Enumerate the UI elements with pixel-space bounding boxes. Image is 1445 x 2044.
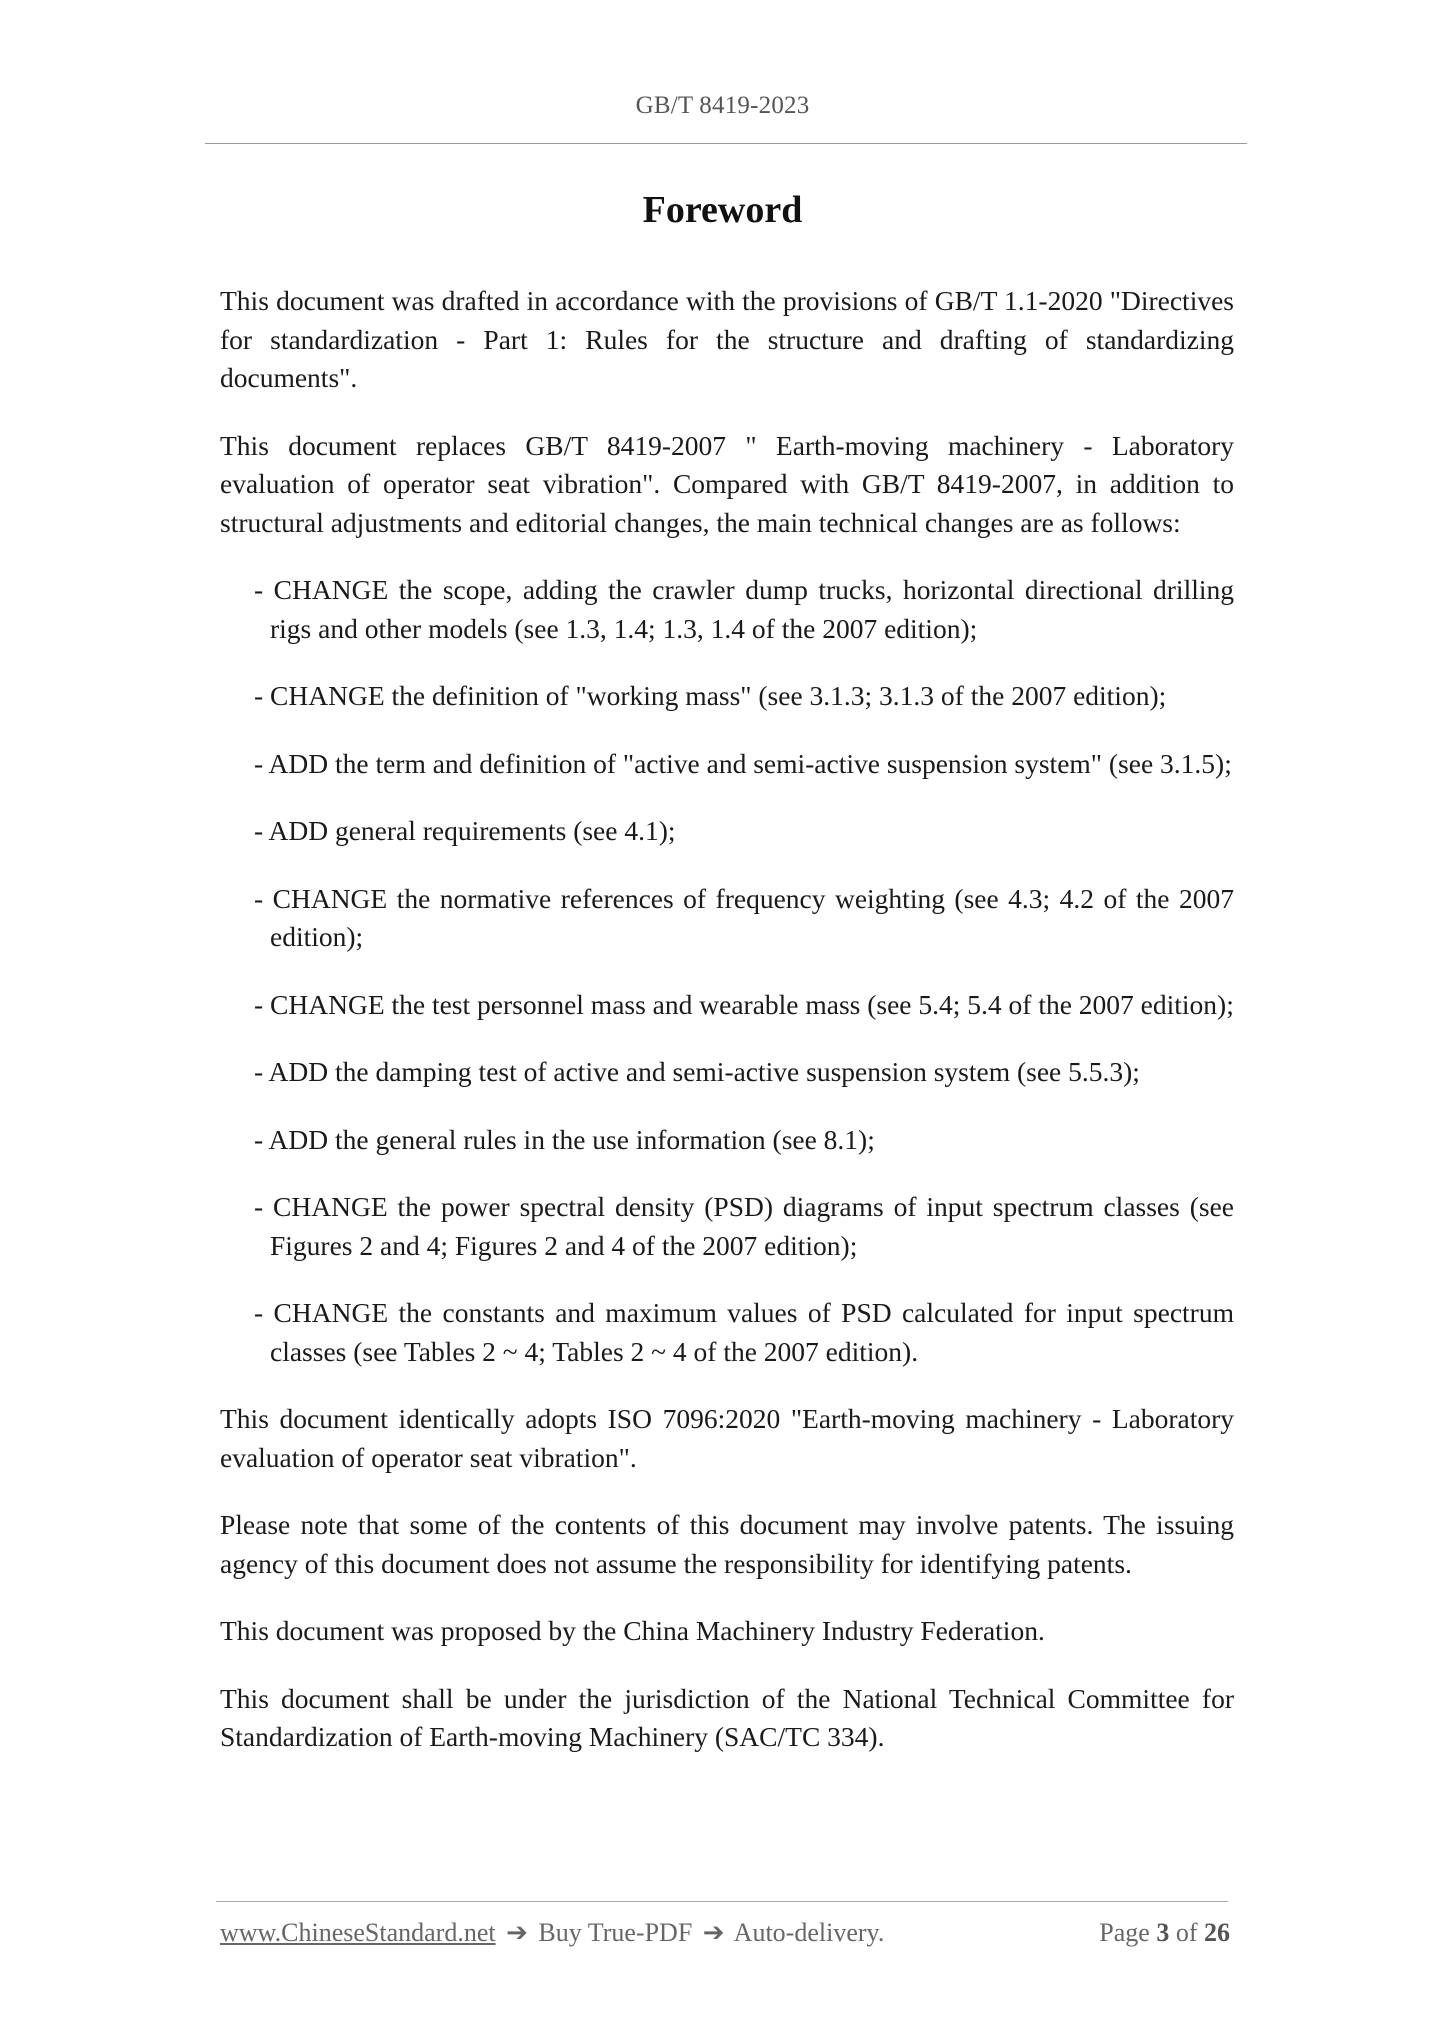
list-item: - CHANGE the scope, adding the crawler dump trucks, horizontal directional drilling rigs and other models (see 1.3, 1.4; 1.3, 1.4 of the 2007 edition); bbox=[254, 574, 1234, 644]
paragraph-iso-adoption: This document identically adopts ISO 7096:2020 "Earth-moving machinery - Laboratory evaluation of operator seat vibration". bbox=[220, 1403, 1234, 1473]
list-item: - CHANGE the test personnel mass and wearable mass (see 5.4; 5.4 of the 2007 edition); bbox=[254, 988, 1234, 1020]
paragraph-patent-notice: Please note that some of the contents of this document may involve patents. The issuing agency of this document does not assume the responsibility for identifying patents. bbox=[220, 1509, 1234, 1579]
page-footer bbox=[220, 1918, 1230, 1958]
paragraph-proposer: This document was proposed by the China Machinery Industry Federation. bbox=[220, 1615, 1045, 1646]
paragraph-replacement-note: This document replaces GB/T 8419-2007 " Earth-moving machinery - Laboratory evaluation of operator seat vibration". Compared with GB/T 8419-2007, in addition to structural adjustments and editorial changes, the main technical changes are as follows: bbox=[220, 429, 1234, 538]
page-title: Foreword bbox=[642, 189, 803, 231]
header-divider bbox=[205, 143, 1247, 144]
page-label: Page bbox=[1099, 1918, 1150, 1947]
document-code-header: GB/T 8419-2023 bbox=[635, 92, 810, 119]
page-of-label: of bbox=[1175, 1918, 1198, 1947]
list-item: - CHANGE the constants and maximum values of PSD calculated for input spectrum classes (see Tables 2 ~ 4; Tables 2 ~ 4 of the 2007 edition). bbox=[254, 1297, 1234, 1367]
list-item: - CHANGE the power spectral density (PSD) diagrams of input spectrum classes (see Figures 2 and 4; Figures 2 and 4 of the 2007 edition); bbox=[254, 1191, 1234, 1261]
paragraph-drafting-provisions: This document was drafted in accordance with the provisions of GB/T 1.1-2020 "Directives for standardization - Part 1: Rules for the structure and drafting of standardizing documents". bbox=[220, 285, 1234, 393]
arrow-right-icon: ➔ bbox=[702, 1918, 725, 1947]
list-item: - CHANGE the normative references of frequency weighting (see 4.3; 4.2 of the 2007 edition); bbox=[254, 882, 1234, 952]
auto-delivery-text: Auto-delivery. bbox=[733, 1918, 885, 1947]
list-item: - CHANGE the definition of "working mass" (see 3.1.3; 3.1.3 of the 2007 edition); bbox=[254, 680, 1167, 711]
footer-promo bbox=[220, 1918, 884, 1948]
document-body bbox=[220, 282, 1234, 1786]
total-page-number: 26 bbox=[1204, 1918, 1230, 1947]
page-number bbox=[1099, 1918, 1230, 1948]
paragraph-jurisdiction: This document shall be under the jurisdiction of the National Technical Committee for Standardization of Earth-moving Machinery (SAC/TC 334). bbox=[220, 1682, 1234, 1752]
list-item: - ADD the term and definition of "active and semi-active suspension system" (see 3.1.5); bbox=[254, 747, 1232, 779]
list-item: - ADD the damping test of active and semi-active suspension system (see 5.5.3); bbox=[254, 1056, 1140, 1087]
buy-true-pdf-text: Buy True-PDF bbox=[538, 1918, 693, 1947]
website-link[interactable]: www.ChineseStandard.net bbox=[220, 1918, 496, 1947]
technical-changes-list bbox=[220, 571, 1234, 1371]
list-item: - ADD the general rules in the use information (see 8.1); bbox=[254, 1123, 875, 1155]
arrow-right-icon: ➔ bbox=[506, 1918, 528, 1947]
list-item: - ADD general requirements (see 4.1); bbox=[254, 815, 676, 846]
footer-divider bbox=[216, 1901, 1228, 1902]
current-page-number: 3 bbox=[1156, 1918, 1170, 1947]
